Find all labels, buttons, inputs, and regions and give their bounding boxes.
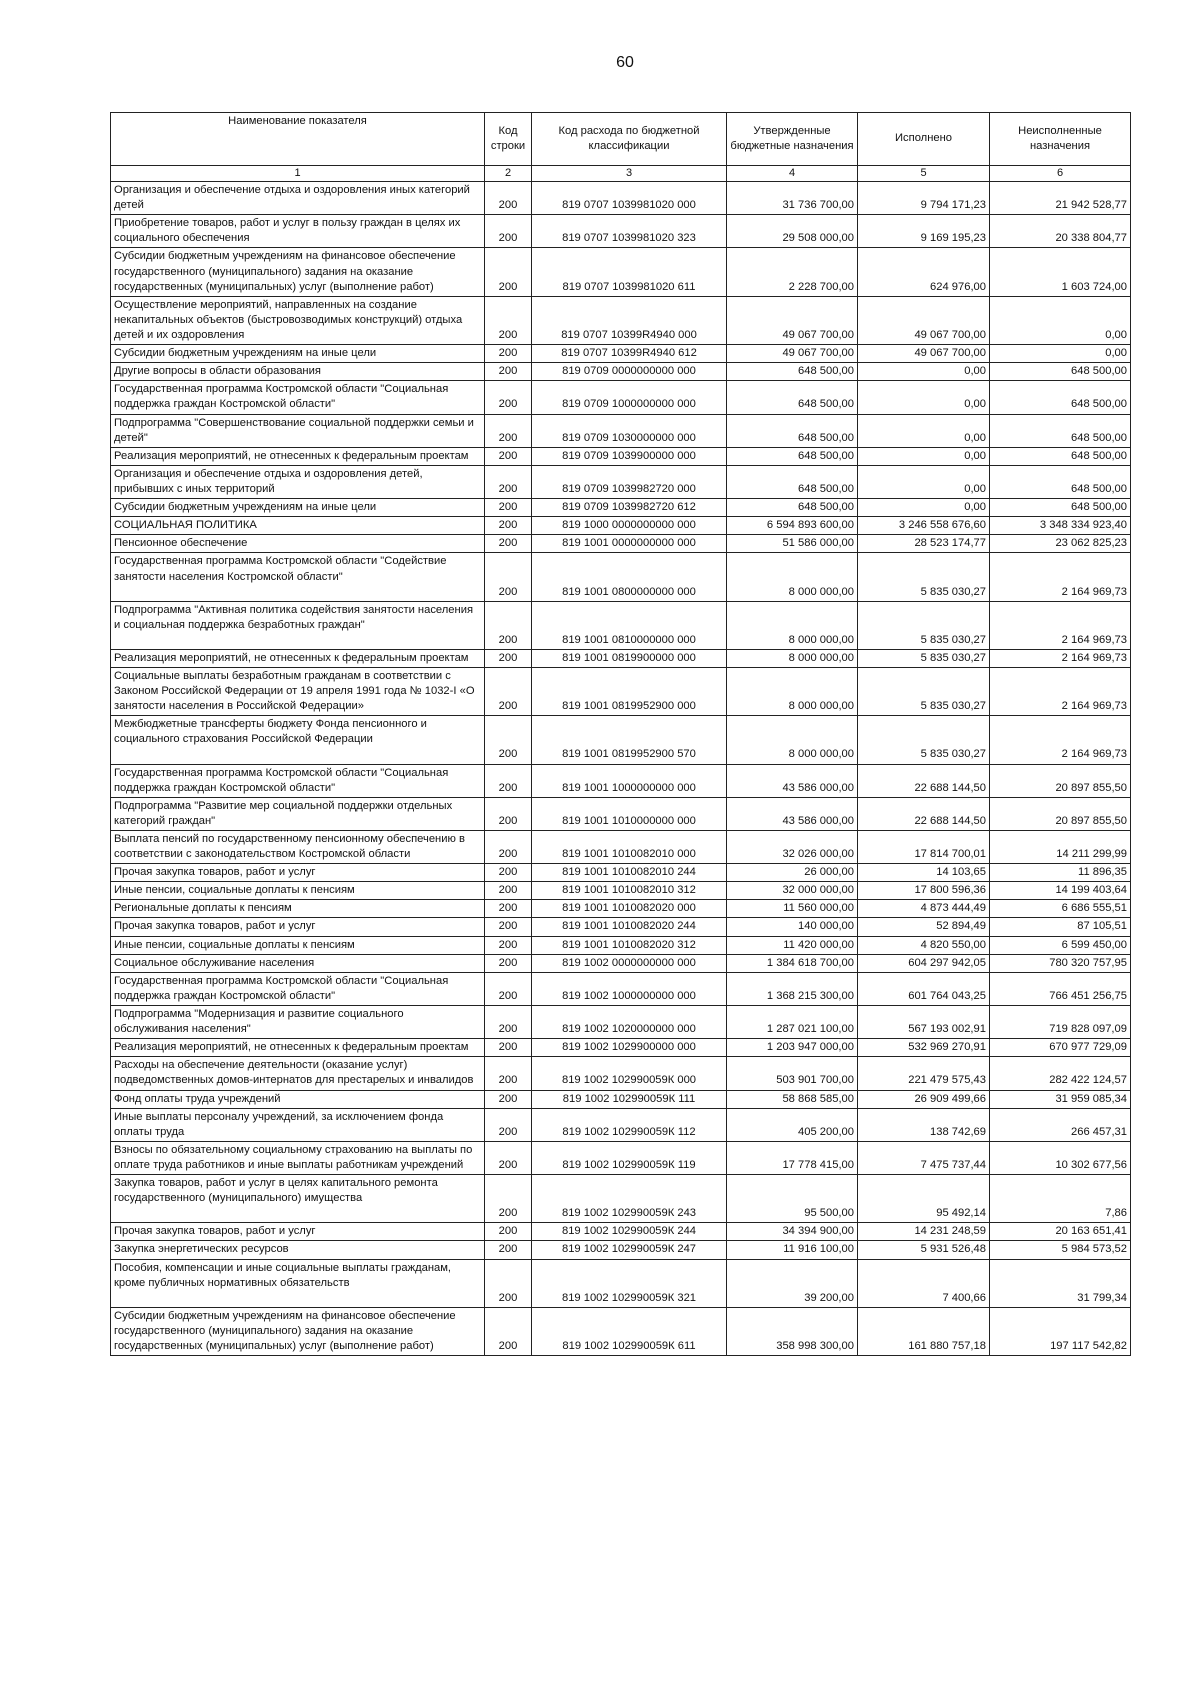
table-row bbox=[111, 954, 1131, 972]
row-approved-amount: 34 394 900,00 bbox=[727, 1223, 858, 1241]
row-executed-amount: 49 067 700,00 bbox=[858, 345, 990, 363]
row-budget-code: 819 1001 1010082020 000 bbox=[532, 900, 727, 918]
column-number: 1 bbox=[111, 166, 485, 182]
row-line-code: 200 bbox=[485, 381, 532, 414]
row-unexecuted-amount: 20 338 804,77 bbox=[990, 215, 1131, 248]
row-budget-code: 819 1001 0800000000 000 bbox=[532, 553, 727, 601]
row-approved-amount: 648 500,00 bbox=[727, 381, 858, 414]
row-line-code: 200 bbox=[485, 649, 532, 667]
row-executed-amount: 14 103,65 bbox=[858, 864, 990, 882]
row-approved-amount: 2 228 700,00 bbox=[727, 248, 858, 296]
table-row bbox=[111, 1057, 1131, 1090]
row-line-code: 200 bbox=[485, 414, 532, 447]
row-unexecuted-amount: 648 500,00 bbox=[990, 499, 1131, 517]
row-budget-code: 819 1002 1000000000 000 bbox=[532, 972, 727, 1005]
row-executed-amount: 532 969 270,91 bbox=[858, 1039, 990, 1057]
table-row bbox=[111, 649, 1131, 667]
row-indicator-name: Субсидии бюджетным учреждениям на финансовое обеспечение государственного (муниципального) задания на оказание государственных (муниципальных) услуг (выполнение работ) bbox=[111, 1307, 485, 1355]
row-indicator-name: Государственная программа Костромской области "Социальная поддержка граждан Костромской области" bbox=[111, 764, 485, 797]
row-line-code: 200 bbox=[485, 864, 532, 882]
row-line-code: 200 bbox=[485, 296, 532, 344]
row-executed-amount: 0,00 bbox=[858, 414, 990, 447]
row-budget-code: 819 1001 1010000000 000 bbox=[532, 797, 727, 830]
row-executed-amount: 5 835 030,27 bbox=[858, 601, 990, 649]
row-unexecuted-amount: 197 117 542,82 bbox=[990, 1307, 1131, 1355]
row-approved-amount: 32 026 000,00 bbox=[727, 830, 858, 863]
row-executed-amount: 17 800 596,36 bbox=[858, 882, 990, 900]
row-unexecuted-amount: 87 105,51 bbox=[990, 918, 1131, 936]
row-unexecuted-amount: 1 603 724,00 bbox=[990, 248, 1131, 296]
row-line-code: 200 bbox=[485, 447, 532, 465]
row-executed-amount: 26 909 499,66 bbox=[858, 1090, 990, 1108]
table-row bbox=[111, 667, 1131, 715]
row-indicator-name: Субсидии бюджетным учреждениям на иные цели bbox=[111, 499, 485, 517]
row-executed-amount: 0,00 bbox=[858, 381, 990, 414]
row-unexecuted-amount: 2 164 969,73 bbox=[990, 601, 1131, 649]
row-indicator-name: Закупка товаров, работ и услуг в целях капитального ремонта государственного (муниципального) имущества bbox=[111, 1175, 485, 1223]
row-executed-amount: 22 688 144,50 bbox=[858, 764, 990, 797]
row-indicator-name: Государственная программа Костромской области "Содействие занятости населения Костромской области" bbox=[111, 553, 485, 601]
row-approved-amount: 648 500,00 bbox=[727, 414, 858, 447]
row-indicator-name: Социальное обслуживание населения bbox=[111, 954, 485, 972]
row-indicator-name: Государственная программа Костромской области "Социальная поддержка граждан Костромской области" bbox=[111, 381, 485, 414]
row-unexecuted-amount: 3 348 334 923,40 bbox=[990, 517, 1131, 535]
row-budget-code: 819 0707 10399R4940 612 bbox=[532, 345, 727, 363]
row-budget-code: 819 1001 0819900000 000 bbox=[532, 649, 727, 667]
row-indicator-name: Прочая закупка товаров, работ и услуг bbox=[111, 918, 485, 936]
row-approved-amount: 1 287 021 100,00 bbox=[727, 1006, 858, 1039]
row-approved-amount: 6 594 893 600,00 bbox=[727, 517, 858, 535]
row-approved-amount: 140 000,00 bbox=[727, 918, 858, 936]
table-row bbox=[111, 465, 1131, 498]
row-approved-amount: 49 067 700,00 bbox=[727, 296, 858, 344]
row-line-code: 200 bbox=[485, 830, 532, 863]
row-approved-amount: 648 500,00 bbox=[727, 447, 858, 465]
table-row bbox=[111, 553, 1131, 601]
table-row bbox=[111, 900, 1131, 918]
table-row bbox=[111, 414, 1131, 447]
table-row bbox=[111, 1141, 1131, 1174]
row-line-code: 200 bbox=[485, 499, 532, 517]
row-executed-amount: 7 400,66 bbox=[858, 1259, 990, 1307]
table-row bbox=[111, 363, 1131, 381]
row-executed-amount: 52 894,49 bbox=[858, 918, 990, 936]
table-row bbox=[111, 1307, 1131, 1355]
row-approved-amount: 8 000 000,00 bbox=[727, 601, 858, 649]
row-budget-code: 819 0709 1030000000 000 bbox=[532, 414, 727, 447]
row-executed-amount: 5 835 030,27 bbox=[858, 667, 990, 715]
row-unexecuted-amount: 20 897 855,50 bbox=[990, 797, 1131, 830]
row-approved-amount: 648 500,00 bbox=[727, 363, 858, 381]
row-indicator-name: Осуществление мероприятий, направленных на создание некапитальных объектов (быстровозводимых конструкций) отдыха детей и их оздоровления bbox=[111, 296, 485, 344]
row-line-code: 200 bbox=[485, 553, 532, 601]
row-executed-amount: 4 820 550,00 bbox=[858, 936, 990, 954]
header-line-code: Код строки bbox=[485, 113, 532, 166]
row-budget-code: 819 0707 10399R4940 000 bbox=[532, 296, 727, 344]
row-budget-code: 819 1001 1000000000 000 bbox=[532, 764, 727, 797]
row-indicator-name: Иные пенсии, социальные доплаты к пенсиям bbox=[111, 936, 485, 954]
row-indicator-name: Субсидии бюджетным учреждениям на иные цели bbox=[111, 345, 485, 363]
row-unexecuted-amount: 719 828 097,09 bbox=[990, 1006, 1131, 1039]
table-row bbox=[111, 882, 1131, 900]
table-row bbox=[111, 1039, 1131, 1057]
row-unexecuted-amount: 2 164 969,73 bbox=[990, 667, 1131, 715]
table-row bbox=[111, 1175, 1131, 1223]
row-unexecuted-amount: 766 451 256,75 bbox=[990, 972, 1131, 1005]
row-budget-code: 819 1002 102990059К 243 bbox=[532, 1175, 727, 1223]
table-row bbox=[111, 972, 1131, 1005]
row-executed-amount: 0,00 bbox=[858, 465, 990, 498]
row-unexecuted-amount: 7,86 bbox=[990, 1175, 1131, 1223]
table-body bbox=[111, 182, 1131, 1356]
row-approved-amount: 39 200,00 bbox=[727, 1259, 858, 1307]
row-approved-amount: 11 560 000,00 bbox=[727, 900, 858, 918]
column-number-row bbox=[111, 166, 1131, 182]
row-executed-amount: 0,00 bbox=[858, 447, 990, 465]
table-row bbox=[111, 1090, 1131, 1108]
row-indicator-name: Подпрограмма "Совершенствование социальной поддержки семьи и детей" bbox=[111, 414, 485, 447]
table-row bbox=[111, 864, 1131, 882]
row-line-code: 200 bbox=[485, 1307, 532, 1355]
row-budget-code: 819 1001 1010082010 244 bbox=[532, 864, 727, 882]
row-indicator-name: Реализация мероприятий, не отнесенных к федеральным проектам bbox=[111, 649, 485, 667]
row-unexecuted-amount: 2 164 969,73 bbox=[990, 716, 1131, 764]
row-approved-amount: 31 736 700,00 bbox=[727, 182, 858, 215]
table-row bbox=[111, 1108, 1131, 1141]
row-line-code: 200 bbox=[485, 1006, 532, 1039]
row-unexecuted-amount: 20 897 855,50 bbox=[990, 764, 1131, 797]
row-unexecuted-amount: 6 599 450,00 bbox=[990, 936, 1131, 954]
row-line-code: 200 bbox=[485, 667, 532, 715]
row-approved-amount: 648 500,00 bbox=[727, 465, 858, 498]
column-number: 2 bbox=[485, 166, 532, 182]
row-line-code: 200 bbox=[485, 936, 532, 954]
row-line-code: 200 bbox=[485, 1259, 532, 1307]
row-indicator-name: Реализация мероприятий, не отнесенных к федеральным проектам bbox=[111, 1039, 485, 1057]
row-indicator-name: Подпрограмма "Модернизация и развитие социального обслуживания населения" bbox=[111, 1006, 485, 1039]
row-approved-amount: 11 916 100,00 bbox=[727, 1241, 858, 1259]
row-approved-amount: 29 508 000,00 bbox=[727, 215, 858, 248]
row-indicator-name: Реализация мероприятий, не отнесенных к федеральным проектам bbox=[111, 447, 485, 465]
row-line-code: 200 bbox=[485, 1141, 532, 1174]
row-line-code: 200 bbox=[485, 1057, 532, 1090]
row-budget-code: 819 0709 0000000000 000 bbox=[532, 363, 727, 381]
row-unexecuted-amount: 31 799,34 bbox=[990, 1259, 1131, 1307]
row-unexecuted-amount: 20 163 651,41 bbox=[990, 1223, 1131, 1241]
row-executed-amount: 22 688 144,50 bbox=[858, 797, 990, 830]
row-budget-code: 819 1002 0000000000 000 bbox=[532, 954, 727, 972]
table-header-row bbox=[111, 113, 1131, 166]
row-approved-amount: 43 586 000,00 bbox=[727, 797, 858, 830]
row-executed-amount: 624 976,00 bbox=[858, 248, 990, 296]
column-number: 3 bbox=[532, 166, 727, 182]
row-unexecuted-amount: 670 977 729,09 bbox=[990, 1039, 1131, 1057]
row-unexecuted-amount: 10 302 677,56 bbox=[990, 1141, 1131, 1174]
row-budget-code: 819 0707 1039981020 323 bbox=[532, 215, 727, 248]
row-budget-code: 819 1002 102990059К 119 bbox=[532, 1141, 727, 1174]
row-approved-amount: 49 067 700,00 bbox=[727, 345, 858, 363]
row-line-code: 200 bbox=[485, 972, 532, 1005]
row-unexecuted-amount: 14 211 299,99 bbox=[990, 830, 1131, 863]
row-budget-code: 819 1001 1010082010 000 bbox=[532, 830, 727, 863]
row-unexecuted-amount: 2 164 969,73 bbox=[990, 649, 1131, 667]
row-line-code: 200 bbox=[485, 764, 532, 797]
row-budget-code: 819 1002 102990059К 244 bbox=[532, 1223, 727, 1241]
header-executed: Исполнено bbox=[858, 113, 990, 166]
row-executed-amount: 138 742,69 bbox=[858, 1108, 990, 1141]
row-approved-amount: 32 000 000,00 bbox=[727, 882, 858, 900]
row-budget-code: 819 1002 102990059К 111 bbox=[532, 1090, 727, 1108]
row-indicator-name: Приобретение товаров, работ и услуг в пользу граждан в целях их социального обеспечения bbox=[111, 215, 485, 248]
row-approved-amount: 648 500,00 bbox=[727, 499, 858, 517]
table-row bbox=[111, 517, 1131, 535]
row-line-code: 200 bbox=[485, 1108, 532, 1141]
row-budget-code: 819 1002 102990059К 247 bbox=[532, 1241, 727, 1259]
row-executed-amount: 5 835 030,27 bbox=[858, 553, 990, 601]
row-line-code: 200 bbox=[485, 918, 532, 936]
table-row bbox=[111, 296, 1131, 344]
table-row bbox=[111, 601, 1131, 649]
row-unexecuted-amount: 0,00 bbox=[990, 345, 1131, 363]
row-unexecuted-amount: 5 984 573,52 bbox=[990, 1241, 1131, 1259]
row-budget-code: 819 1001 0819952900 570 bbox=[532, 716, 727, 764]
row-indicator-name: СОЦИАЛЬНАЯ ПОЛИТИКА bbox=[111, 517, 485, 535]
table-row bbox=[111, 447, 1131, 465]
row-budget-code: 819 1001 0000000000 000 bbox=[532, 535, 727, 553]
row-executed-amount: 14 231 248,59 bbox=[858, 1223, 990, 1241]
table-row bbox=[111, 248, 1131, 296]
budget-execution-table bbox=[110, 112, 1131, 1356]
row-indicator-name: Межбюджетные трансферты бюджету Фонда пенсионного и социального страхования Российской Федерации bbox=[111, 716, 485, 764]
row-executed-amount: 7 475 737,44 bbox=[858, 1141, 990, 1174]
row-unexecuted-amount: 14 199 403,64 bbox=[990, 882, 1131, 900]
row-executed-amount: 95 492,14 bbox=[858, 1175, 990, 1223]
row-unexecuted-amount: 266 457,31 bbox=[990, 1108, 1131, 1141]
row-executed-amount: 17 814 700,01 bbox=[858, 830, 990, 863]
header-indicator-name: Наименование показателя bbox=[111, 113, 485, 166]
row-budget-code: 819 0707 1039981020 000 bbox=[532, 182, 727, 215]
row-indicator-name: Пенсионное обеспечение bbox=[111, 535, 485, 553]
header-budget-classification-code: Код расхода по бюджетной классификации bbox=[532, 113, 727, 166]
row-unexecuted-amount: 11 896,35 bbox=[990, 864, 1131, 882]
row-unexecuted-amount: 648 500,00 bbox=[990, 465, 1131, 498]
row-budget-code: 819 1002 102990059К 321 bbox=[532, 1259, 727, 1307]
row-approved-amount: 1 368 215 300,00 bbox=[727, 972, 858, 1005]
row-budget-code: 819 1001 1010082020 244 bbox=[532, 918, 727, 936]
table-row bbox=[111, 936, 1131, 954]
row-unexecuted-amount: 780 320 757,95 bbox=[990, 954, 1131, 972]
row-line-code: 200 bbox=[485, 1175, 532, 1223]
row-indicator-name: Государственная программа Костромской области "Социальная поддержка граждан Костромской области" bbox=[111, 972, 485, 1005]
row-executed-amount: 4 873 444,49 bbox=[858, 900, 990, 918]
table-row bbox=[111, 830, 1131, 863]
row-executed-amount: 601 764 043,25 bbox=[858, 972, 990, 1005]
row-unexecuted-amount: 648 500,00 bbox=[990, 447, 1131, 465]
row-executed-amount: 9 794 171,23 bbox=[858, 182, 990, 215]
table-row bbox=[111, 499, 1131, 517]
row-indicator-name: Закупка энергетических ресурсов bbox=[111, 1241, 485, 1259]
row-approved-amount: 58 868 585,00 bbox=[727, 1090, 858, 1108]
row-indicator-name: Подпрограмма "Активная политика содействия занятости населения и социальная поддержка безработных граждан" bbox=[111, 601, 485, 649]
row-line-code: 200 bbox=[485, 954, 532, 972]
row-unexecuted-amount: 648 500,00 bbox=[990, 414, 1131, 447]
row-budget-code: 819 1002 102990059К 000 bbox=[532, 1057, 727, 1090]
row-budget-code: 819 1000 0000000000 000 bbox=[532, 517, 727, 535]
row-budget-code: 819 1001 0819952900 000 bbox=[532, 667, 727, 715]
row-approved-amount: 17 778 415,00 bbox=[727, 1141, 858, 1174]
row-unexecuted-amount: 648 500,00 bbox=[990, 363, 1131, 381]
row-unexecuted-amount: 6 686 555,51 bbox=[990, 900, 1131, 918]
row-indicator-name: Организация и обеспечение отдыха и оздоровления иных категорий детей bbox=[111, 182, 485, 215]
row-line-code: 200 bbox=[485, 182, 532, 215]
table-row bbox=[111, 182, 1131, 215]
row-unexecuted-amount: 282 422 124,57 bbox=[990, 1057, 1131, 1090]
table-row bbox=[111, 1006, 1131, 1039]
row-approved-amount: 43 586 000,00 bbox=[727, 764, 858, 797]
row-executed-amount: 5 835 030,27 bbox=[858, 649, 990, 667]
row-approved-amount: 11 420 000,00 bbox=[727, 936, 858, 954]
column-number: 5 bbox=[858, 166, 990, 182]
row-unexecuted-amount: 648 500,00 bbox=[990, 381, 1131, 414]
row-executed-amount: 28 523 174,77 bbox=[858, 535, 990, 553]
row-indicator-name: Фонд оплаты труда учреждений bbox=[111, 1090, 485, 1108]
row-unexecuted-amount: 23 062 825,23 bbox=[990, 535, 1131, 553]
row-budget-code: 819 0709 1039982720 612 bbox=[532, 499, 727, 517]
row-indicator-name: Подпрограмма "Развитие мер социальной поддержки отдельных категорий граждан" bbox=[111, 797, 485, 830]
row-approved-amount: 1 384 618 700,00 bbox=[727, 954, 858, 972]
table-row bbox=[111, 918, 1131, 936]
table-row bbox=[111, 764, 1131, 797]
row-budget-code: 819 1002 1029900000 000 bbox=[532, 1039, 727, 1057]
row-line-code: 200 bbox=[485, 248, 532, 296]
row-unexecuted-amount: 21 942 528,77 bbox=[990, 182, 1131, 215]
row-line-code: 200 bbox=[485, 363, 532, 381]
table-row bbox=[111, 535, 1131, 553]
row-approved-amount: 95 500,00 bbox=[727, 1175, 858, 1223]
row-executed-amount: 49 067 700,00 bbox=[858, 296, 990, 344]
row-budget-code: 819 1001 0810000000 000 bbox=[532, 601, 727, 649]
row-indicator-name: Взносы по обязательному социальному страхованию на выплаты по оплате труда работников и иные выплаты работникам учреждений bbox=[111, 1141, 485, 1174]
row-unexecuted-amount: 2 164 969,73 bbox=[990, 553, 1131, 601]
row-indicator-name: Иные выплаты персоналу учреждений, за исключением фонда оплаты труда bbox=[111, 1108, 485, 1141]
row-unexecuted-amount: 0,00 bbox=[990, 296, 1131, 344]
table-row bbox=[111, 345, 1131, 363]
row-approved-amount: 26 000,00 bbox=[727, 864, 858, 882]
row-indicator-name: Выплата пенсий по государственному пенсионному обеспечению в соответствии с законодательством Костромской области bbox=[111, 830, 485, 863]
row-line-code: 200 bbox=[485, 517, 532, 535]
row-approved-amount: 503 901 700,00 bbox=[727, 1057, 858, 1090]
header-approved-budget: Утвержденные бюджетные назначения bbox=[727, 113, 858, 166]
row-line-code: 200 bbox=[485, 465, 532, 498]
row-executed-amount: 604 297 942,05 bbox=[858, 954, 990, 972]
row-approved-amount: 358 998 300,00 bbox=[727, 1307, 858, 1355]
row-line-code: 200 bbox=[485, 215, 532, 248]
page-number: 60 bbox=[616, 54, 634, 71]
row-executed-amount: 0,00 bbox=[858, 499, 990, 517]
row-budget-code: 819 1002 102990059К 611 bbox=[532, 1307, 727, 1355]
row-executed-amount: 9 169 195,23 bbox=[858, 215, 990, 248]
row-indicator-name: Организация и обеспечение отдыха и оздоровления детей, прибывших с иных территорий bbox=[111, 465, 485, 498]
row-indicator-name: Расходы на обеспечение деятельности (оказание услуг) подведомственных домов-интернатов для престарелых и инвалидов bbox=[111, 1057, 485, 1090]
row-line-code: 200 bbox=[485, 797, 532, 830]
row-approved-amount: 8 000 000,00 bbox=[727, 667, 858, 715]
row-indicator-name: Иные пенсии, социальные доплаты к пенсиям bbox=[111, 882, 485, 900]
row-line-code: 200 bbox=[485, 1039, 532, 1057]
row-line-code: 200 bbox=[485, 1241, 532, 1259]
row-line-code: 200 bbox=[485, 882, 532, 900]
table-row bbox=[111, 1241, 1131, 1259]
column-number: 6 bbox=[990, 166, 1131, 182]
row-line-code: 200 bbox=[485, 345, 532, 363]
table-row bbox=[111, 797, 1131, 830]
header-unexecuted: Неисполненные назначения bbox=[990, 113, 1131, 166]
row-executed-amount: 3 246 558 676,60 bbox=[858, 517, 990, 535]
row-approved-amount: 8 000 000,00 bbox=[727, 716, 858, 764]
row-line-code: 200 bbox=[485, 716, 532, 764]
row-budget-code: 819 0709 1039982720 000 bbox=[532, 465, 727, 498]
row-line-code: 200 bbox=[485, 1090, 532, 1108]
row-approved-amount: 405 200,00 bbox=[727, 1108, 858, 1141]
table-row bbox=[111, 215, 1131, 248]
row-executed-amount: 221 479 575,43 bbox=[858, 1057, 990, 1090]
row-approved-amount: 51 586 000,00 bbox=[727, 535, 858, 553]
row-executed-amount: 161 880 757,18 bbox=[858, 1307, 990, 1355]
row-approved-amount: 8 000 000,00 bbox=[727, 553, 858, 601]
row-budget-code: 819 0709 1000000000 000 bbox=[532, 381, 727, 414]
row-indicator-name: Другие вопросы в области образования bbox=[111, 363, 485, 381]
table-row bbox=[111, 381, 1131, 414]
row-approved-amount: 1 203 947 000,00 bbox=[727, 1039, 858, 1057]
row-line-code: 200 bbox=[485, 601, 532, 649]
row-executed-amount: 5 835 030,27 bbox=[858, 716, 990, 764]
row-budget-code: 819 0707 1039981020 611 bbox=[532, 248, 727, 296]
column-number: 4 bbox=[727, 166, 858, 182]
row-budget-code: 819 1002 102990059К 112 bbox=[532, 1108, 727, 1141]
row-budget-code: 819 1001 1010082020 312 bbox=[532, 936, 727, 954]
row-budget-code: 819 1001 1010082010 312 bbox=[532, 882, 727, 900]
row-indicator-name: Прочая закупка товаров, работ и услуг bbox=[111, 864, 485, 882]
row-indicator-name: Социальные выплаты безработным гражданам в соответствии с Законом Российской Федерации от 19 апреля 1991 года № 1032-I «О занятости населения в Российской Федерации» bbox=[111, 667, 485, 715]
table-row bbox=[111, 1223, 1131, 1241]
row-line-code: 200 bbox=[485, 535, 532, 553]
table-row bbox=[111, 716, 1131, 764]
row-budget-code: 819 1002 1020000000 000 bbox=[532, 1006, 727, 1039]
row-executed-amount: 0,00 bbox=[858, 363, 990, 381]
row-executed-amount: 567 193 002,91 bbox=[858, 1006, 990, 1039]
row-line-code: 200 bbox=[485, 900, 532, 918]
row-indicator-name: Субсидии бюджетным учреждениям на финансовое обеспечение государственного (муниципального) задания на оказание государственных (муниципальных) услуг (выполнение работ) bbox=[111, 248, 485, 296]
row-indicator-name: Региональные доплаты к пенсиям bbox=[111, 900, 485, 918]
row-executed-amount: 5 931 526,48 bbox=[858, 1241, 990, 1259]
row-unexecuted-amount: 31 959 085,34 bbox=[990, 1090, 1131, 1108]
row-budget-code: 819 0709 1039900000 000 bbox=[532, 447, 727, 465]
row-approved-amount: 8 000 000,00 bbox=[727, 649, 858, 667]
row-indicator-name: Пособия, компенсации и иные социальные выплаты гражданам, кроме публичных нормативных обязательств bbox=[111, 1259, 485, 1307]
table-row bbox=[111, 1259, 1131, 1307]
row-indicator-name: Прочая закупка товаров, работ и услуг bbox=[111, 1223, 485, 1241]
row-line-code: 200 bbox=[485, 1223, 532, 1241]
